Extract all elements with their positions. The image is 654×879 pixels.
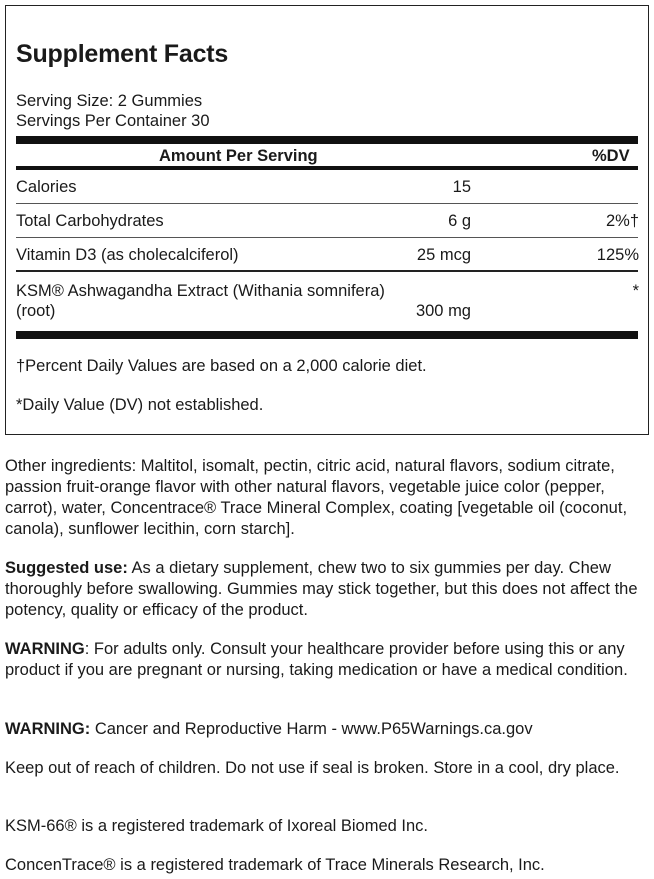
suggested-use-label: Suggested use:: [5, 559, 128, 577]
suggested-use: [5, 558, 650, 621]
row-amount: 15: [452, 178, 471, 196]
header-dv: %DV: [592, 147, 630, 165]
warning-adults: [5, 639, 650, 681]
warning-text: : For adults only. Consult your healthcare provider before using this or any product if you are pregnant or nursing, taking medication or have a medical condition.: [5, 640, 628, 679]
row-dv: 2%†: [605, 212, 639, 230]
thick-divider: [16, 331, 638, 339]
storage-instructions: Keep out of reach of children. Do not use if seal is broken. Store in a cool, dry place.: [5, 759, 620, 777]
row-name: Calories: [16, 178, 77, 196]
trademark-concentrace: ConcenTrace® is a registered trademark of Trace Minerals Research, Inc.: [5, 856, 545, 874]
row-name: Vitamin D3 (as cholecalciferol): [16, 246, 239, 264]
trademark-ksm: KSM-66® is a registered trademark of Ixoreal Biomed Inc.: [5, 817, 428, 835]
row-amount: 25 mcg: [416, 246, 471, 264]
row-dv: *: [632, 282, 639, 300]
warning-label: WARNING: [5, 640, 85, 658]
other-ingredients: Other ingredients: Maltitol, isomalt, pectin, citric acid, natural flavors, sodium citrate, passion fruit-orange flavor with other natural flavors, vegetable juice color (pepper, carrot), water, Concentrace® Trace Mineral Complex, coating [vegetable oil (coconut, canola), sunflower lecithin, corn starch].: [5, 457, 628, 538]
footnote-not-established: *Daily Value (DV) not established.: [16, 396, 264, 414]
row-amount: 300 mg: [415, 302, 471, 320]
row-name-continued: (root): [16, 302, 56, 320]
row-divider: [16, 237, 638, 238]
servings-per-container: Servings Per Container 30: [16, 112, 210, 130]
warning-label: WARNING:: [5, 720, 91, 738]
row-divider: [16, 203, 638, 204]
row-name: KSM® Ashwagandha Extract (Withania somnifera): [16, 282, 385, 300]
warning-text: Cancer and Reproductive Harm - www.P65Warnings.ca.gov: [90, 720, 533, 738]
supplement-facts-panel: [5, 5, 649, 435]
serving-size: Serving Size: 2 Gummies: [16, 92, 203, 110]
row-amount: 6 g: [448, 212, 471, 230]
header-divider: [16, 166, 638, 170]
panel-title: Supplement Facts: [16, 40, 229, 68]
row-name: Total Carbohydrates: [16, 212, 164, 230]
row-dv: 125%: [596, 246, 639, 264]
suggested-use-text: As a dietary supplement, chew two to six gummies per day. Chew thoroughly before swallowing. Gummies may stick together, but this does not affect the potency, quality or efficacy of the product.: [5, 559, 638, 619]
thick-divider: [16, 136, 638, 144]
header-amount: Amount Per Serving: [159, 147, 318, 165]
warning-prop65: [5, 719, 650, 740]
footnote-dv: †Percent Daily Values are based on a 2,000 calorie diet.: [16, 357, 427, 375]
row-divider: [16, 270, 638, 272]
